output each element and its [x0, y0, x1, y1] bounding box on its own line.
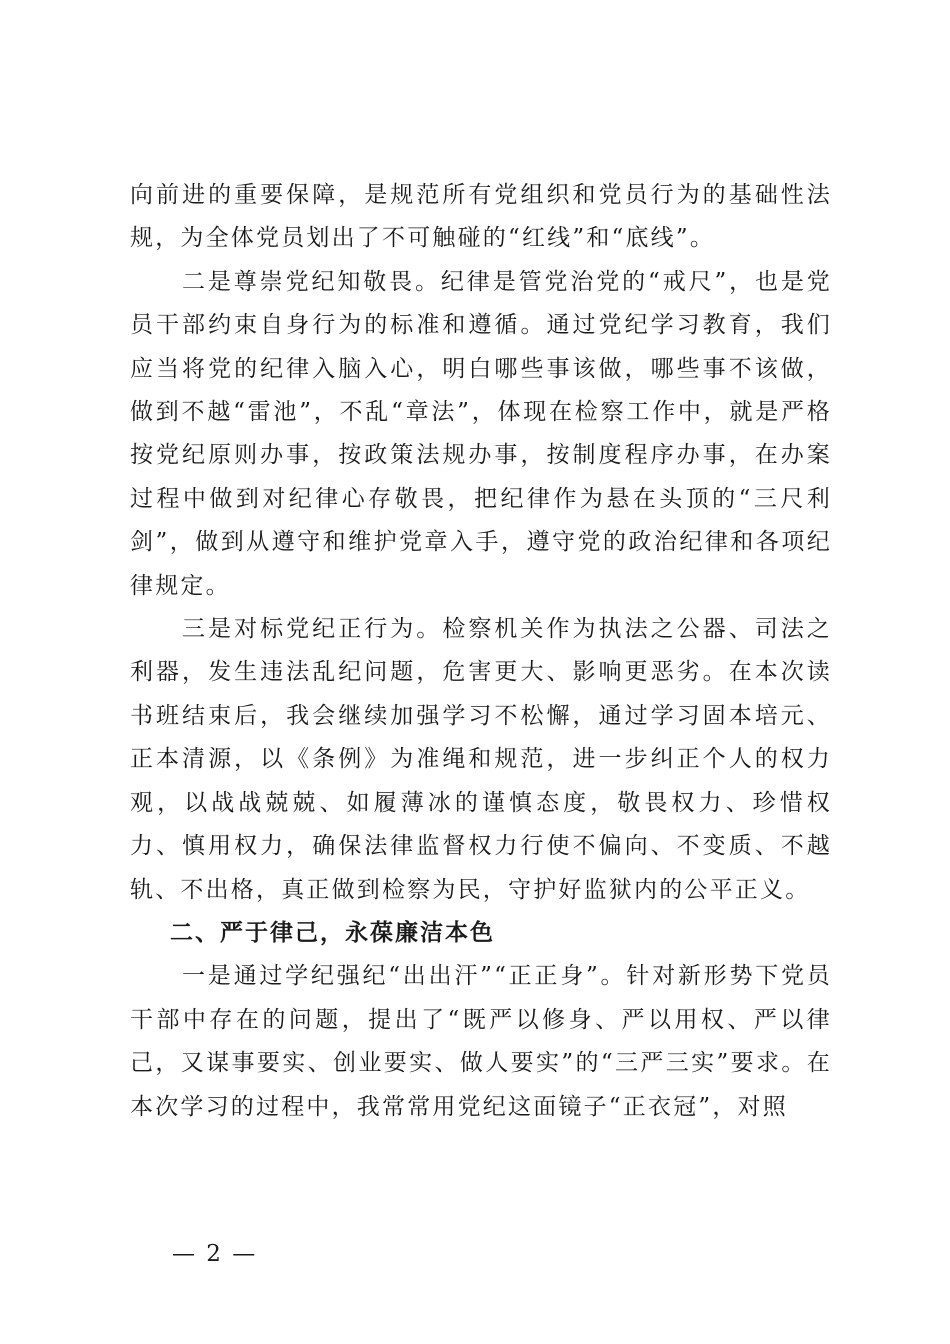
- paragraph-one-learn-discipline: 一是通过学纪强纪“出出汗”“正正身”。针对新形势下党员干部中存在的问题，提出了“既严以修身、严以用权、严以律己，又谋事要实、创业要实、做人要实”的“三严三实”要求。在本次学习的过程中，我常常用党纪这面镜子“正衣冠”，对照: [130, 963, 832, 1120]
- page-number: — 2 —: [172, 1241, 258, 1267]
- section-heading: 二、严于律己，永葆廉洁本色: [170, 919, 495, 946]
- paragraph-two-respect-discipline: 二是尊崇党纪知敬畏。纪律是管党治党的“戒尺”，也是党员干部约束自身行为的标准和遵循。通过党纪学习教育，我们应当将党的纪律入脑入心，明白哪些事该做，哪些事不该做，做到不越“雷池”，不乱“章法”，体现在检察工作中，就是严格按党纪原则办事，按政策法规办事，按制度程序办事，在办案过程中做到对纪律心存敬畏，把纪律作为悬在头顶的“三尺利剑”，做到从遵守和维护党章入手，遵守党的政治纪律和各项纪律规定。: [130, 268, 832, 599]
- paragraph-continuation: 向前进的重要保障，是规范所有党组织和党员行为的基础性法规，为全体党员划出了不可触碰的“红线”和“底线”。: [130, 182, 832, 252]
- document-body: [130, 174, 832, 1129]
- paragraph-three-benchmark-conduct: 三是对标党纪正行为。检察机关作为执法之公器、司法之利器，发生违法乱纪问题，危害更大、影响更恶劣。在本次读书班结束后，我会继续加强学习不松懈，通过学习固本培元、正本清源，以《条例》为准绳和规范，进一步纠正个人的权力观，以战战兢兢、如履薄冰的谨慎态度，敬畏权力、珍惜权力、慎用权力，确保法律监督权力行使不偏向、不变质、不越轨、不出格，真正做到检察为民，守护好监狱内的公平正义。: [130, 616, 832, 903]
